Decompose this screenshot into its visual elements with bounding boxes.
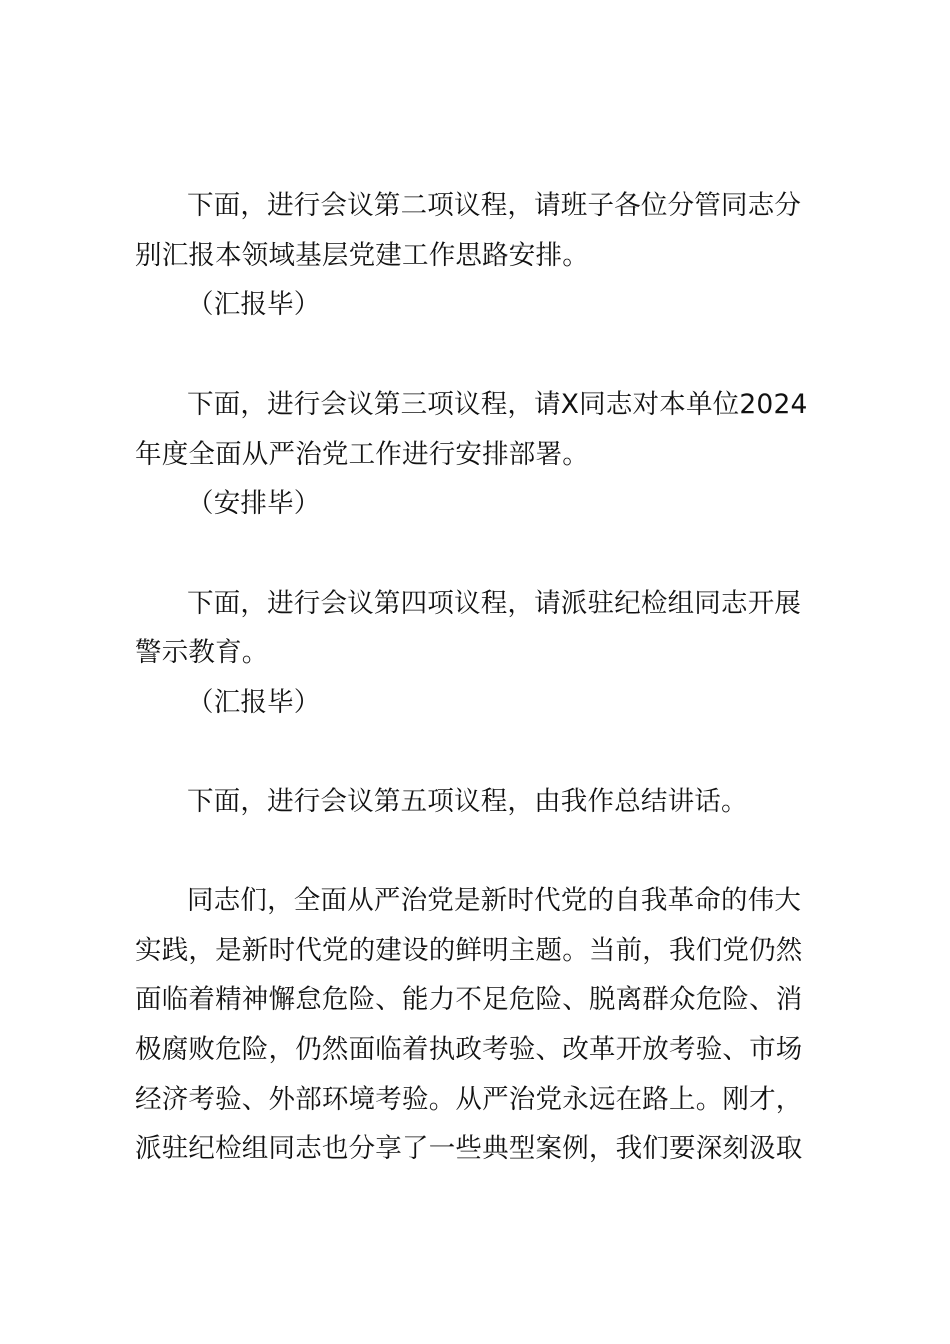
paragraph-3-line-2: 警示教育。 <box>135 637 269 668</box>
paragraph-3-line-1: 下面，进行会议第四项议程，请派驻纪检组同志开展 <box>187 588 802 619</box>
paragraph-2-line-1: 下面，进行会议第三项议程，请X同志对本单位2024 <box>187 389 808 420</box>
paragraph-5-line-4: 极腐败危险，仍然面临着执政考验、改革开放考验、市场 <box>135 1034 803 1065</box>
paragraph-5-line-2: 实践，是新时代党的建设的鲜明主题。当前，我们党仍然 <box>135 935 803 966</box>
paragraph-5-line-1: 同志们，全面从严治党是新时代党的自我革命的伟大 <box>187 885 802 916</box>
paragraph-5-line-6: 派驻纪检组同志也分享了一些典型案例，我们要深刻汲取 <box>135 1133 803 1164</box>
paragraph-5-line-3: 面临着精神懈怠危险、能力不足危险、脱离群众危险、消 <box>135 984 803 1015</box>
paragraph-1-line-2: 别汇报本领域基层党建工作思路安排。 <box>135 240 589 271</box>
paragraph-1-line-1: 下面，进行会议第二项议程，请班子各位分管同志分 <box>187 190 802 221</box>
note-report-finished-2: （汇报毕） <box>187 687 321 718</box>
note-arrangement-finished: （安排毕） <box>187 488 321 519</box>
paragraph-2-line-2: 年度全面从严治党工作进行安排部署。 <box>135 439 589 470</box>
note-report-finished: （汇报毕） <box>187 289 321 320</box>
paragraph-4-line-1: 下面，进行会议第五项议程，由我作总结讲话。 <box>187 786 748 817</box>
paragraph-5-line-5: 经济考验、外部环境考验。从严治党永远在路上。刚才， <box>135 1084 803 1115</box>
